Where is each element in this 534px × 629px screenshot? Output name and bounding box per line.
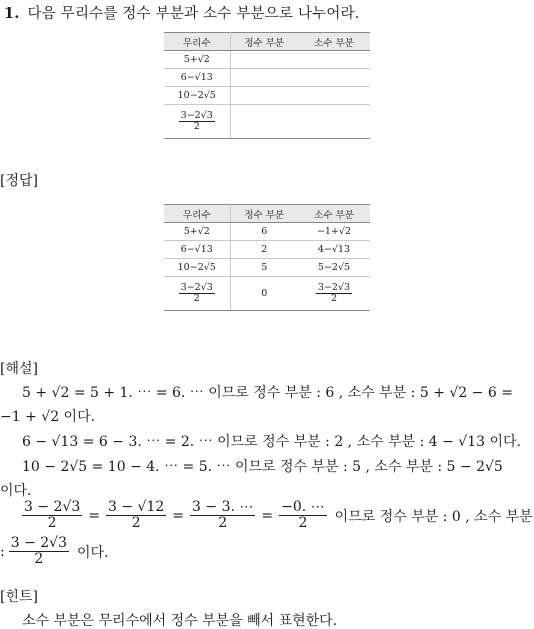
cell-integer bbox=[230, 87, 298, 105]
table-row bbox=[164, 241, 370, 259]
header-integer-part: 정수 부분 bbox=[230, 33, 298, 51]
header-decimal-part: 소수 부분 bbox=[298, 33, 370, 51]
fraction: $\frac{3-2√3}{2}$ bbox=[180, 281, 213, 304]
explanation-tail: 이다. bbox=[77, 544, 109, 561]
cell-decimal bbox=[298, 105, 370, 139]
explanation-fraction-line bbox=[0, 536, 109, 568]
answer-table bbox=[164, 204, 370, 311]
cell-integer: 2 bbox=[230, 241, 298, 259]
explanation-tail: 이므로 정수 부분 : 0 , 소수 부분 bbox=[334, 508, 533, 525]
explanation-label: [해설] bbox=[0, 361, 38, 377]
cell-integer: 6 bbox=[230, 223, 298, 241]
colon: : bbox=[0, 543, 5, 560]
cell-irrational: 6−√13 bbox=[164, 69, 230, 87]
problem-number: 1. bbox=[4, 5, 20, 22]
cell-irrational bbox=[164, 105, 230, 139]
answer-label: [정답] bbox=[0, 173, 38, 189]
table-row bbox=[164, 259, 370, 277]
fraction: $\frac{3-2√3}{2}$ bbox=[180, 109, 213, 132]
table-row bbox=[164, 69, 370, 87]
cell-integer bbox=[230, 69, 298, 87]
cell-irrational: 10−2√5 bbox=[164, 87, 230, 105]
cell-decimal: 5−2√5 bbox=[298, 259, 370, 277]
explanation-fraction-line bbox=[22, 500, 533, 532]
header-decimal-part: 소수 부분 bbox=[298, 205, 370, 223]
table-row bbox=[164, 51, 370, 69]
cell-decimal bbox=[298, 51, 370, 69]
cell-irrational bbox=[164, 277, 230, 311]
explanation-line: 이다. bbox=[0, 483, 32, 499]
explanation-line: 5 + √2 = 5 + 1. ⋯ = 6. ⋯ 이므로 정수 부분 : 6 , 소수 부분 : 5 + √2 − 6 = bbox=[22, 385, 513, 401]
cell-decimal bbox=[298, 69, 370, 87]
problem-statement bbox=[4, 2, 360, 23]
header-irrational: 무리수 bbox=[164, 205, 230, 223]
fraction: $\frac{3 - 3. \cdots}{2}$ bbox=[192, 499, 254, 532]
cell-decimal bbox=[298, 87, 370, 105]
cell-irrational: 6−√13 bbox=[164, 241, 230, 259]
problem-text: 다음 무리수를 정수 부분과 소수 부분으로 나누어라. bbox=[27, 6, 360, 22]
cell-integer bbox=[230, 51, 298, 69]
cell-integer: 0 bbox=[230, 277, 298, 311]
table-row bbox=[164, 223, 370, 241]
fraction: $\frac{3-2√3}{2}$ bbox=[317, 281, 351, 304]
cell-decimal: 4−√13 bbox=[298, 241, 370, 259]
explanation-line: 10 − 2√5 = 10 − 4. ⋯ = 5. ⋯ 이므로 정수 부분 : 5 , 소수 부분 : 5 − 2√5 bbox=[22, 459, 503, 475]
explanation-line: −1 + √2 이다. bbox=[0, 409, 96, 425]
cell-irrational: 5+√2 bbox=[164, 51, 230, 69]
cell-irrational: 10−2√5 bbox=[164, 259, 230, 277]
equals-sign: = bbox=[88, 507, 101, 524]
table-row bbox=[164, 105, 370, 139]
table-row bbox=[164, 277, 370, 311]
explanation-line: 6 − √13 = 6 − 3. ⋯ = 2. ⋯ 이므로 정수 부분 : 2 , 소수 부분 : 4 − √13 이다. bbox=[22, 434, 521, 450]
header-irrational: 무리수 bbox=[164, 33, 230, 51]
cell-irrational: 5+√2 bbox=[164, 223, 230, 241]
equals-sign: = bbox=[172, 507, 185, 524]
cell-decimal bbox=[298, 277, 370, 311]
question-table bbox=[164, 32, 370, 139]
cell-integer: 5 bbox=[230, 259, 298, 277]
hint-text: 소수 부분은 무리수에서 정수 부분을 빼서 표현한다. bbox=[22, 613, 338, 629]
cell-integer bbox=[230, 105, 298, 139]
header-integer-part: 정수 부분 bbox=[230, 205, 298, 223]
hint-label: [힌트] bbox=[0, 589, 38, 605]
fraction: $\frac{-0. \cdots}{2}$ bbox=[281, 499, 325, 532]
cell-decimal: −1+√2 bbox=[298, 223, 370, 241]
fraction: $\frac{3 - √12}{2}$ bbox=[108, 499, 165, 532]
table-row bbox=[164, 87, 370, 105]
fraction: $\frac{3 - 2√3}{2}$ bbox=[24, 499, 81, 532]
equals-sign: = bbox=[261, 507, 274, 524]
fraction: $\frac{3 - 2√3}{2}$ bbox=[10, 535, 67, 568]
